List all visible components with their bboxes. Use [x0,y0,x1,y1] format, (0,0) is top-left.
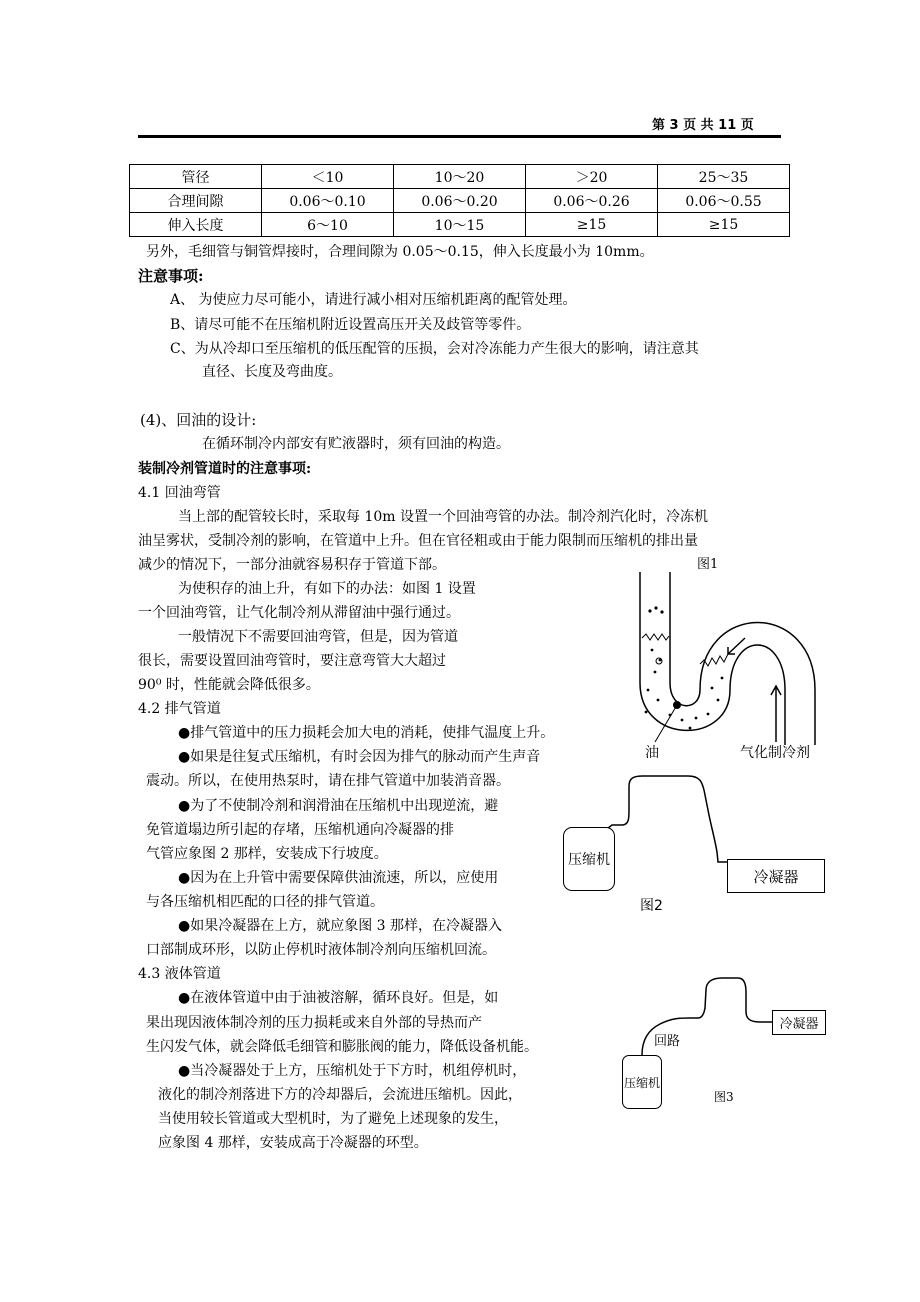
s42-bullet5-line1: ●如果冷凝器在上方，就应象图 3 那样，在冷凝器入 [178,918,503,934]
s42-bullet4-line1: ●因为在上升管中需要保障供油流速，所以，应使用 [178,870,499,886]
s42-title: 4.2 排气管道 [138,701,221,717]
table-cell: 合理间隙 [130,189,262,213]
fig1-oil-trap-pipe [640,572,815,745]
section4-title: (4)、回油的设计: [140,411,257,429]
s43-title: 4.3 液体管道 [138,966,221,982]
table-cell: 6～10 [262,213,394,237]
section4-intro: 在循环制冷内部安有贮液器时，须有回油的构造。 [202,436,510,452]
s43-bullet2-line4: 应象图 4 那样，安装成高于冷凝器的环型。 [158,1135,428,1151]
fig1-oil-leader [655,705,677,742]
fig2-condenser-box [727,859,825,893]
fig1-oil-level [642,634,728,666]
fig1-oil-droplets [645,606,724,729]
table-cell: 伸入长度 [130,213,262,237]
s43-bullet1-line1: ●在液体管道中由于油被溶解，循环良好。但是，如 [178,990,499,1006]
table-cell: 0.06～0.20 [394,189,526,213]
fig1-gas-label: 气化制冷剂 [740,745,810,761]
s41-p3-line2: 很长，需要设置回油弯管时，要注意弯管大大超过 [138,653,446,669]
fig3-title: 图3 [714,1090,734,1104]
s41-p3-line3: 90⁰ 时，性能就会降低很多。 [138,677,320,693]
table-cell: 0.06～0.10 [262,189,394,213]
fig3-compressor-box [622,1055,662,1109]
fig1-bubble [656,658,662,664]
note-a: A、 为使应力尽可能小，请进行减小相对压缩机距离的配管处理。 [170,292,577,308]
s41-p1-line1: 当上部的配管较长时，采取每 10m 设置一个回油弯管的办法。制冷剂汽化时，冷冻机 [178,509,708,525]
s42-bullet3-line3: 气管应象图 2 那样，安装成下行坡度。 [146,846,388,862]
fig1-oil-label: 油 [645,745,659,761]
note-c-line2: 直径、长度及弯曲度。 [202,364,342,380]
s42-bullet3-line2: 免管道塌边所引起的存堵，压缩机通向冷凝器的排 [146,822,454,838]
s41-p2-line2: 一个回油弯管，让气化制冷剂从滞留油中强行通过。 [138,605,460,621]
s42-bullet4-line2: 与各压缩机相匹配的口径的排气管道。 [146,894,384,910]
fig3-loop-label: 回路 [654,1034,681,1049]
fig2-compressor-label: 压缩机 [568,852,610,868]
fig2-title: 图2 [640,898,663,914]
fig2-discharge-pipe [603,776,727,862]
note-b: B、请尽可能不在压缩机附近设置高压开关及歧管等零件。 [170,317,531,333]
s41-title: 4.1 回油弯管 [138,485,221,501]
s41-p3-line1: 一般情况下不需要回油弯管，但是，因为管道 [178,629,458,645]
fig2-condenser-label: 冷凝器 [753,867,799,886]
s43-bullet2-line2: 液化的制冷剂落进下方的冷却器后，会流进压缩机。因此， [158,1087,522,1103]
fig1-title: 图1 [697,557,719,572]
s42-bullet2-line2: 震动。所以，在使用热泵时，请在排气管道中加装消音器。 [146,773,510,789]
s41-p1-line2: 油呈雾状，受制冷剂的影响，在管道中上升。但在官径粗或由于能力限制而压缩机的排出量 [138,533,698,549]
s41-p2-line1: 为使积存的油上升，有如下的办法：如图 1 设置 [178,581,476,597]
s43-bullet1-line3: 生闪发气体，就会降低毛细管和膨胀阀的能力，降低设备机能。 [146,1039,538,1055]
page-number: 第 3 页 共 11 页 [652,118,754,133]
fig3-condenser-label: 冷凝器 [779,1017,819,1032]
s42-bullet2-line1: ●如果是往复式压缩机，有时会因为排气的脉动而产生声音 [178,749,541,765]
s42-bullet5-line2: 口部制成环形，以防止停机时液体制冷剂向压缩机回流。 [146,942,496,958]
notes-title: 注意事项: [138,267,204,285]
fig3-compressor-label: 压缩机 [623,1075,660,1090]
s42-bullet3-line1: ●为了不使制冷剂和润滑油在压缩机中出现逆流，避 [178,798,499,814]
table-cell: 10～15 [394,213,526,237]
table-cell: ＞20 [526,165,658,189]
table-cell: ≥15 [526,213,658,237]
s43-bullet1-line2: 果出现因液体制冷剂的压力损耗或来自外部的导热而产 [146,1015,482,1031]
table-cell: ≥15 [658,213,790,237]
fig3-condenser-box [772,1010,826,1035]
install-title: 装制冷剂管道时的注意事项: [138,461,312,477]
table-cell: 管径 [130,165,262,189]
table-cell: 0.06～0.26 [526,189,658,213]
s43-bullet2-line1: ●当冷凝器处于上方，压缩机处于下方时，机组停机时， [178,1063,527,1079]
table-cell: 0.06～0.55 [658,189,790,213]
table-cell: 25～35 [658,165,790,189]
s43-bullet2-line3: 当使用较长管道或大型机时，为了避免上述现象的发生， [158,1111,508,1127]
fig2-compressor-box [563,827,615,891]
s41-p1-line3: 减少的情况下，一部分油就容易积存于管道下部。 [138,557,446,573]
note-c-line1: C、为从冷却口至压缩机的低压配管的压损，会对冷冻能力产生很大的影响，请注意其 [170,341,699,357]
capillary-note: 另外，毛细管与铜管焊接时，合理间隙为 0.05～0.15，伸入长度最小为 10mm。 [146,244,654,260]
fig1-gas-arrow [771,686,781,742]
table-cell: 10～20 [394,165,526,189]
table-cell: ＜10 [262,165,394,189]
s42-bullet1: ●排气管道中的压力损耗会加大电的消耗，使排气温度上升。 [178,725,555,741]
